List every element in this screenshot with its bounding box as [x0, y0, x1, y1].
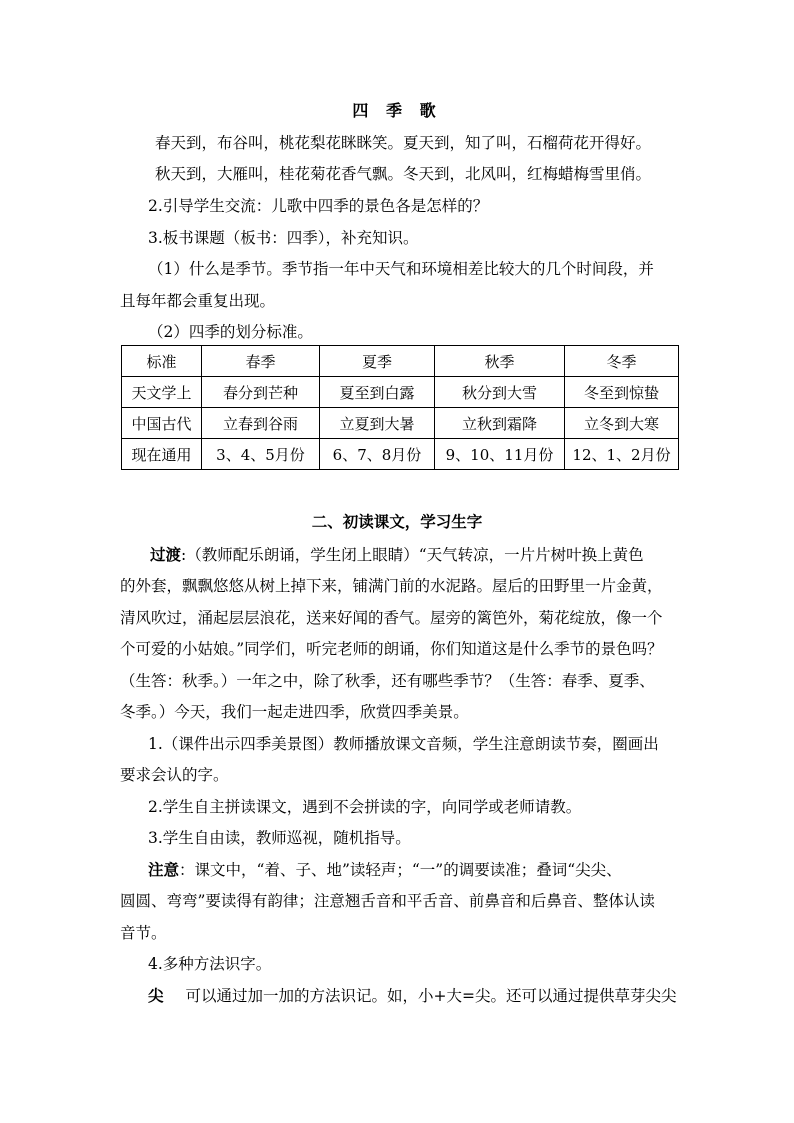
paragraph-line: 的外套，飘飘悠悠从树上掉下来，铺满门前的水泥路。屋后的田野里一片金黄，: [120, 577, 663, 595]
season-table: [121, 345, 679, 470]
paragraph-line: 音节。: [120, 924, 167, 942]
step-text: 2.引导学生交流：儿歌中四季的景色各是怎样的？: [148, 197, 489, 215]
paragraph-line: 冬季。）今天，我们一起走进四季，欣赏四季美景。: [120, 703, 469, 721]
char-label: 尖: [148, 986, 164, 1005]
table-row: [122, 377, 679, 408]
table-cell: 秋分到大雪: [435, 377, 565, 408]
table-header-cell: 标准: [122, 346, 202, 377]
table-header-cell: 秋季: [435, 346, 565, 377]
table-cell: 冬至到惊蛰: [565, 377, 679, 408]
poem-line: 秋天到，大雁叫，桂花菊花香气飘。冬天到，北风叫，红梅蜡梅雪里俏。: [155, 165, 652, 183]
table-row: [122, 408, 679, 439]
paragraph-line: [148, 986, 708, 1006]
paragraph-line: 清风吹过，涌起层层浪花，送来好闻的香气。屋旁的篱笆外，菊花绽放，像一个: [120, 609, 663, 627]
table-cell: 12、1、2月份: [565, 439, 679, 470]
table-cell: 中国古代: [122, 408, 202, 439]
step-text: 3.学生自由读，教师巡视，随机指导。: [148, 829, 411, 847]
section-heading: 二、初读课文，学习生字: [311, 512, 483, 531]
step-text: 4.多种方法识字。: [148, 955, 272, 973]
table-row: [122, 439, 679, 470]
table-cell: 立冬到大寒: [565, 408, 679, 439]
note-label: 注意: [148, 860, 180, 879]
table-cell: 6、7、8月份: [320, 439, 435, 470]
table-cell: 春分到芒种: [202, 377, 320, 408]
table-header-cell: 春季: [202, 346, 320, 377]
paragraph-line: 1.（课件出示四季美景图）教师播放课文音频，学生注意朗读节奏，圈画出: [148, 735, 659, 753]
poem-line: 春天到，布谷叫，桃花梨花眯眯笑。夏天到，知了叫，石榴荷花开得好。: [155, 134, 652, 152]
table-header-cell: 夏季: [320, 346, 435, 377]
table-header-cell: 冬季: [565, 346, 679, 377]
step-text: （2）四季的划分标准。: [148, 323, 313, 341]
paragraph-text: ：课文中，“着、子、地”读轻声；“一”的调要读准；叠词“尖尖、: [179, 861, 622, 879]
paragraph-text: 可以通过加一加的方法识记。如，小+大=尖。还可以通过提供草芽尖尖: [185, 987, 677, 1005]
paragraph-text: :（教师配乐朗诵，学生闭上眼睛）“天气转凉，一片片树叶换上黄色: [181, 546, 644, 564]
paragraph-line: （1）什么是季节。季节指一年中天气和环境相差比较大的几个时间段，并: [148, 260, 654, 278]
paragraph-line: 且每年都会重复出现。: [120, 292, 276, 310]
paragraph-line: 要求会认的字。: [120, 766, 229, 784]
paragraph-line: [150, 545, 678, 565]
step-text: 3.板书课题（板书：四季），补充知识。: [148, 229, 419, 247]
table-cell: 9、10、11月份: [435, 439, 565, 470]
table-cell: 立夏到大暑: [320, 408, 435, 439]
paragraph-line: 圆圆、弯弯”要读得有韵律；注意翘舌音和平舌音、前鼻音和后鼻音、整体认读: [120, 892, 655, 910]
table-header-row: [122, 346, 679, 377]
table-cell: 天文学上: [122, 377, 202, 408]
transition-label: 过渡: [150, 545, 182, 564]
table-cell: 立秋到霜降: [435, 408, 565, 439]
table-cell: 3、4、5月份: [202, 439, 320, 470]
poem-title: 四 季 歌: [352, 101, 442, 120]
paragraph-line: （生答：秋季。）一年之中，除了秋季，还有哪些季节？（生答：春季、夏季、: [120, 672, 655, 690]
table-cell: 夏至到白露: [320, 377, 435, 408]
paragraph-line: [148, 860, 678, 880]
table-cell: 立春到谷雨: [202, 408, 320, 439]
paragraph-line: 个可爱的小姑娘。”同学们，听完老师的朗诵，你们知道这是什么季节的景色吗？: [120, 640, 663, 658]
step-text: 2.学生自主拼读课文，遇到不会拼读的字，向同学或老师请教。: [148, 798, 582, 816]
table-cell: 现在通用: [122, 439, 202, 470]
